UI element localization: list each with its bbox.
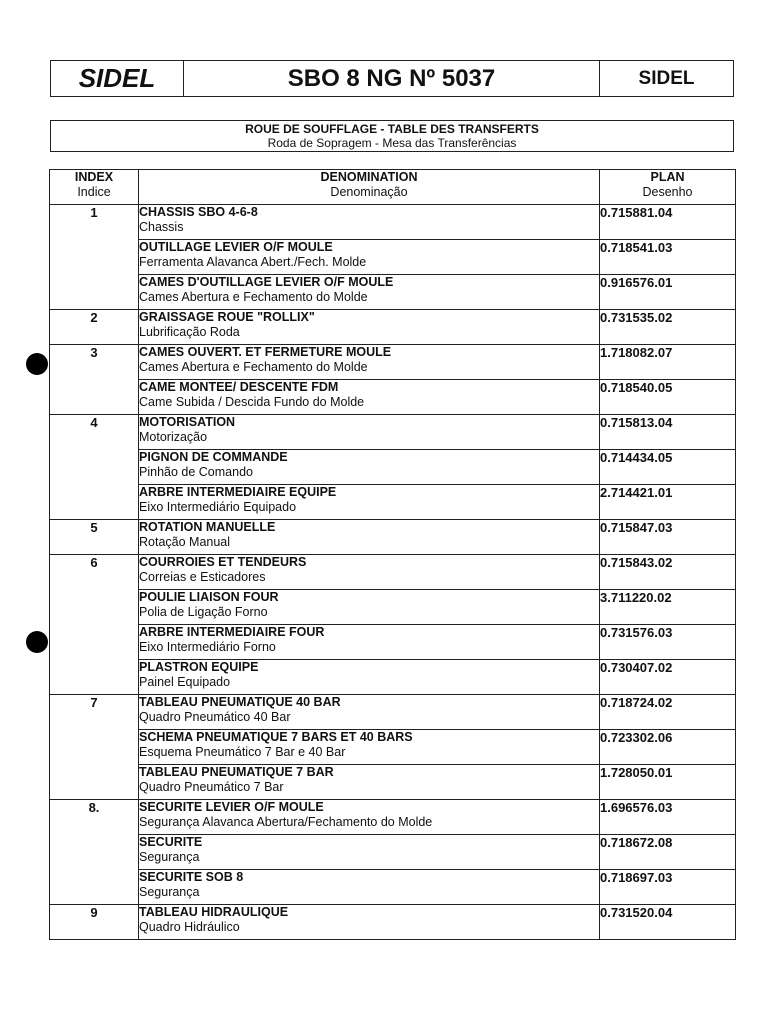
denomination-pt: Painel Equipado: [139, 675, 231, 689]
denomination-cell: [139, 345, 600, 380]
denomination-cell: [139, 520, 600, 555]
table-row: [50, 695, 736, 730]
denomination-fr: CAMES D'OUTILLAGE LEVIER O/F MOULE: [139, 275, 394, 289]
denomination-cell: [139, 660, 600, 695]
plan-number-cell: 0.731520.04: [600, 905, 736, 940]
denomination-fr: PLASTRON EQUIPE: [139, 660, 259, 674]
plan-number-cell: 0.730407.02: [600, 660, 736, 695]
table-row: [50, 450, 736, 485]
denomination-pt: Segurança: [139, 885, 200, 899]
brand-right: SIDEL: [638, 67, 695, 89]
index-cell: 8.: [50, 800, 139, 905]
denomination-cell: [139, 765, 600, 800]
denomination-fr: PIGNON DE COMMANDE: [139, 450, 288, 464]
table-row: [50, 800, 736, 835]
section-title-pt: Roda de Sopragem - Mesa das Transferências: [267, 136, 517, 150]
plan-number-cell: 0.731576.03: [600, 625, 736, 660]
punch-hole: [26, 353, 48, 375]
col-den-pt: Denominação: [330, 185, 408, 199]
table-row: [50, 590, 736, 625]
denomination-fr: OUTILLAGE LEVIER O/F MOULE: [139, 240, 333, 254]
plan-number-cell: 1.718082.07: [600, 345, 736, 380]
col-index-fr: INDEX: [74, 170, 114, 184]
plan-number-cell: 0.715847.03: [600, 520, 736, 555]
parts-body: [50, 205, 736, 940]
denomination-pt: Eixo Intermediário Forno: [139, 640, 276, 654]
denomination-pt: Cames Abertura e Fechamento do Molde: [139, 290, 368, 304]
plan-number-cell: 0.731535.02: [600, 310, 736, 345]
plan-number-cell: 0.718540.05: [600, 380, 736, 415]
denomination-fr: CHASSIS SBO 4-6-8: [139, 205, 258, 219]
denomination-cell: [139, 380, 600, 415]
denomination-cell: [139, 905, 600, 940]
denomination-pt: Esquema Pneumático 7 Bar e 40 Bar: [139, 745, 346, 759]
denomination-pt: Correias e Esticadores: [139, 570, 266, 584]
denomination-fr: ARBRE INTERMEDIAIRE FOUR: [139, 625, 325, 639]
denomination-pt: Segurança: [139, 850, 200, 864]
table-row: [50, 485, 736, 520]
denomination-pt: Cames Abertura e Fechamento do Molde: [139, 360, 368, 374]
denomination-fr: CAME MONTEE/ DESCENTE FDM: [139, 380, 339, 394]
denomination-fr: SECURITE SOB 8: [139, 870, 244, 884]
denomination-fr: SECURITE: [139, 835, 203, 849]
table-row: [50, 765, 736, 800]
denomination-cell: [139, 870, 600, 905]
plan-number-cell: 2.714421.01: [600, 485, 736, 520]
table-row: [50, 310, 736, 345]
plan-number-cell: 0.715813.04: [600, 415, 736, 450]
index-cell: 5: [50, 520, 139, 555]
denomination-pt: Quadro Hidráulico: [139, 920, 240, 934]
denomination-pt: Pinhão de Comando: [139, 465, 253, 479]
col-header-denomination: [139, 170, 600, 205]
table-row: [50, 835, 736, 870]
table-row: [50, 905, 736, 940]
denomination-pt: Eixo Intermediário Equipado: [139, 500, 297, 514]
index-cell: 4: [50, 415, 139, 520]
plan-number-cell: 0.718672.08: [600, 835, 736, 870]
index-cell: 6: [50, 555, 139, 695]
col-den-fr: DENOMINATION: [320, 170, 418, 184]
col-header-index: [50, 170, 139, 205]
denomination-pt: Segurança Alavanca Abertura/Fechamento do Molde: [139, 815, 433, 829]
index-cell: 3: [50, 345, 139, 415]
denomination-fr: POULIE LIAISON FOUR: [139, 590, 279, 604]
denomination-cell: [139, 800, 600, 835]
section-title-fr: ROUE DE SOUFFLAGE - TABLE DES TRANSFERTS: [245, 122, 539, 136]
denomination-cell: [139, 590, 600, 625]
denomination-cell: [139, 835, 600, 870]
denomination-fr: SCHEMA PNEUMATIQUE 7 BARS ET 40 BARS: [139, 730, 413, 744]
denomination-fr: TABLEAU PNEUMATIQUE 7 BAR: [139, 765, 334, 779]
denomination-fr: ARBRE INTERMEDIAIRE EQUIPE: [139, 485, 337, 499]
col-header-plan: [600, 170, 736, 205]
plan-number-cell: 0.916576.01: [600, 275, 736, 310]
plan-number-cell: 1.728050.01: [600, 765, 736, 800]
table-row: [50, 555, 736, 590]
index-cell: 2: [50, 310, 139, 345]
table-header-row: [50, 170, 736, 205]
denomination-pt: Motorização: [139, 430, 208, 444]
denomination-cell: [139, 415, 600, 450]
document-header: [50, 60, 734, 97]
denomination-fr: COURROIES ET TENDEURS: [139, 555, 307, 569]
denomination-pt: Quadro Pneumático 7 Bar: [139, 780, 284, 794]
table-row: [50, 730, 736, 765]
table-row: [50, 870, 736, 905]
col-plan-fr: PLAN: [650, 170, 685, 184]
denomination-pt: Ferramenta Alavanca Abert./Fech. Molde: [139, 255, 367, 269]
section-title: [50, 120, 734, 152]
table-row: [50, 345, 736, 380]
denomination-fr: SECURITE LEVIER O/F MOULE: [139, 800, 324, 814]
denomination-pt: Chassis: [139, 220, 184, 234]
denomination-cell: [139, 450, 600, 485]
denomination-cell: [139, 695, 600, 730]
table-row: [50, 240, 736, 275]
denomination-cell: [139, 730, 600, 765]
denomination-fr: ROTATION MANUELLE: [139, 520, 276, 534]
parts-table: [49, 169, 736, 940]
denomination-cell: [139, 625, 600, 660]
denomination-pt: Lubrificação Roda: [139, 325, 240, 339]
table-row: [50, 520, 736, 555]
col-plan-pt: Desenho: [642, 185, 693, 199]
table-row: [50, 275, 736, 310]
index-cell: 9: [50, 905, 139, 940]
plan-number-cell: 0.718724.02: [600, 695, 736, 730]
plan-number-cell: 0.723302.06: [600, 730, 736, 765]
denomination-fr: CAMES OUVERT. ET FERMETURE MOULE: [139, 345, 392, 359]
denomination-fr: GRAISSAGE ROUE "ROLLIX": [139, 310, 315, 324]
punch-hole: [26, 631, 48, 653]
table-row: [50, 625, 736, 660]
denomination-fr: MOTORISATION: [139, 415, 236, 429]
table-row: [50, 205, 736, 240]
index-cell: 7: [50, 695, 139, 800]
denomination-cell: [139, 275, 600, 310]
denomination-cell: [139, 205, 600, 240]
plan-number-cell: 0.718697.03: [600, 870, 736, 905]
denomination-fr: TABLEAU HIDRAULIQUE: [139, 905, 289, 919]
table-row: [50, 380, 736, 415]
col-index-pt: Indice: [77, 185, 111, 199]
plan-number-cell: 0.715843.02: [600, 555, 736, 590]
denomination-pt: Quadro Pneumático 40 Bar: [139, 710, 291, 724]
plan-number-cell: 0.715881.04: [600, 205, 736, 240]
brand-left: SIDEL: [51, 61, 184, 96]
plan-number-cell: 0.718541.03: [600, 240, 736, 275]
denomination-cell: [139, 485, 600, 520]
denomination-cell: [139, 555, 600, 590]
table-row: [50, 415, 736, 450]
plan-number-cell: 0.714434.05: [600, 450, 736, 485]
denomination-pt: Came Subida / Descida Fundo do Molde: [139, 395, 365, 409]
machine-model: SBO 8 NG Nº 5037: [184, 61, 600, 96]
index-cell: 1: [50, 205, 139, 310]
plan-number-cell: 3.711220.02: [600, 590, 736, 625]
denomination-pt: Polia de Ligação Forno: [139, 605, 268, 619]
denomination-cell: [139, 240, 600, 275]
denomination-cell: [139, 310, 600, 345]
table-row: [50, 660, 736, 695]
plan-number-cell: 1.696576.03: [600, 800, 736, 835]
denomination-fr: TABLEAU PNEUMATIQUE 40 BAR: [139, 695, 341, 709]
denomination-pt: Rotação Manual: [139, 535, 231, 549]
